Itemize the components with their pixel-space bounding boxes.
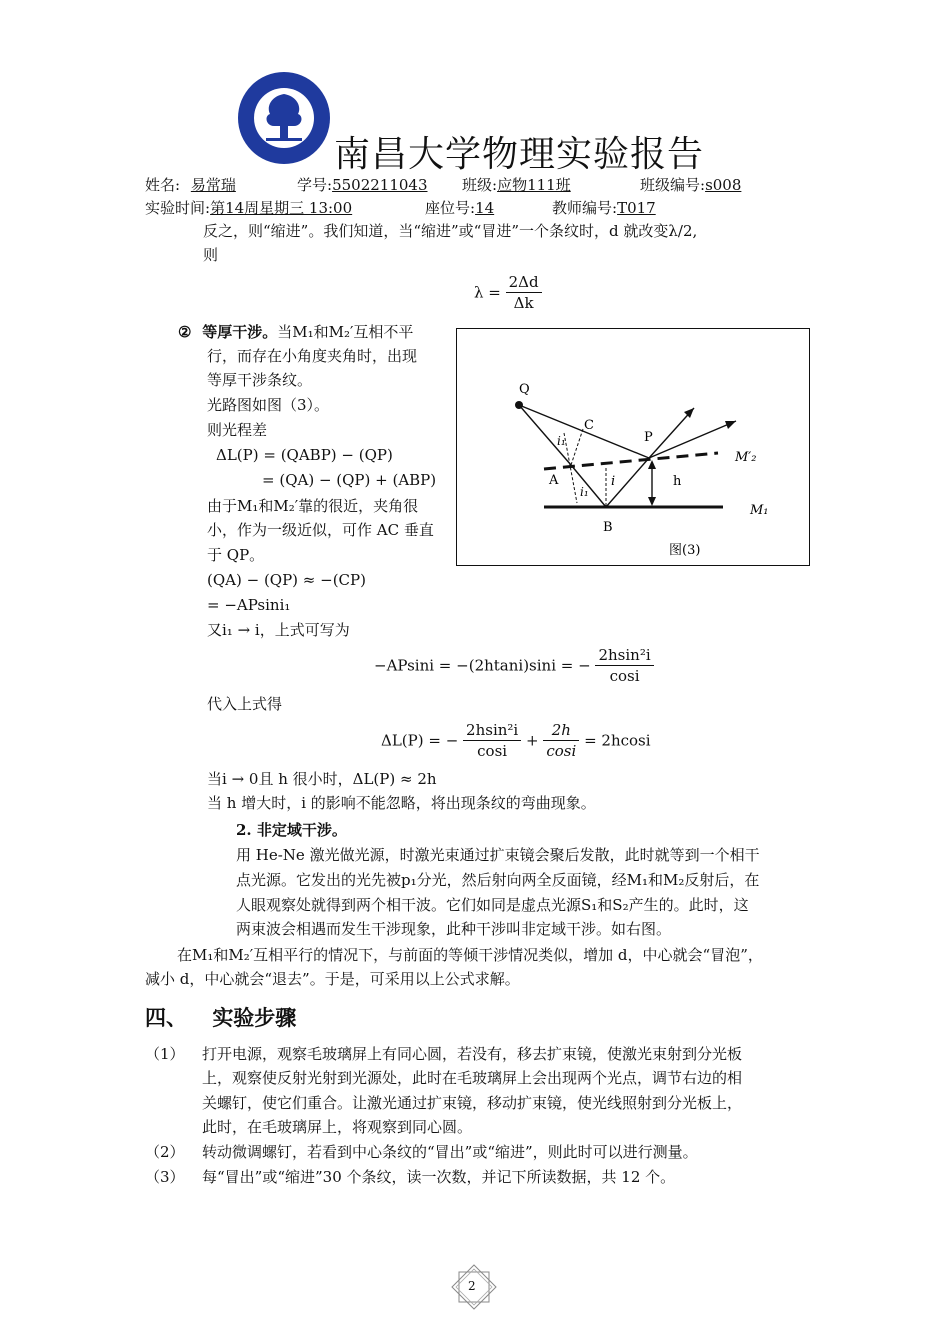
eq1-numerator: 2Δd bbox=[506, 272, 542, 293]
section-4-heading bbox=[145, 1002, 296, 1032]
report-title: 南昌大学物理实验报告 bbox=[334, 134, 705, 175]
step-1-line-1: 打开电源，观察毛玻璃屏上有同心圆，若没有，移去扩束镜，使激光束射到分光板 bbox=[202, 1045, 743, 1063]
time-field bbox=[145, 196, 352, 220]
section-2-eq-2: = (QA) − (QP) + (ABP) bbox=[262, 471, 437, 489]
eq3-denominator-1: cosi bbox=[477, 742, 508, 760]
section-2-line-2: 行，而存在小角度夹角时，出现 bbox=[207, 347, 418, 365]
step-1-line-3: 关螺钉，使它们重合。让激光通过扩束镜，移动扩束镜，使光线照射到分光板上， bbox=[202, 1094, 743, 1112]
section-2-line-11: 当i → 0且 h 很小时，ΔL(P) ≈ 2h bbox=[207, 770, 437, 788]
section-3-line-4: 两束波会相遇而发生干涉现象，此种干涉叫非定域干涉。如右图。 bbox=[236, 920, 672, 938]
equation-lambda bbox=[474, 272, 542, 313]
paragraph-2-line-1: 在M₁和M₂′互相平行的情况下，与前面的等倾干涉情况类似，增加 d，中心就会“冒泡”， bbox=[177, 946, 763, 964]
eq3-plus: + bbox=[526, 731, 539, 750]
section-2-line-9: 又i₁ → i，上式可写为 bbox=[207, 621, 350, 639]
eq3-numerator-2: 2h bbox=[543, 720, 579, 741]
paragraph-1b: 则 bbox=[203, 246, 219, 264]
figure-3 bbox=[456, 328, 810, 566]
eq3-numerator-1: 2hsin²i bbox=[463, 720, 521, 741]
class-value: 应物111班 bbox=[497, 176, 571, 194]
class-no-field bbox=[640, 173, 741, 197]
eq3-fraction-1 bbox=[463, 720, 521, 761]
seat-label: 座位号: bbox=[425, 199, 476, 217]
section-2-line-1: 当M₁和M₂′互相不平 bbox=[277, 323, 414, 341]
section-2-line-4: 光路图如图（3）。 bbox=[207, 396, 330, 414]
section-2-eq-3: (QA) − (QP) ≈ −(CP) bbox=[207, 571, 366, 589]
fig-label-a: A bbox=[549, 473, 559, 488]
section-2-line-12: 当 h 增大时，i 的影响不能忽略，将出现条纹的弯曲现象。 bbox=[207, 794, 596, 812]
name-value: 易常瑞 bbox=[190, 176, 236, 194]
eq3-rhs: = 2hcosi bbox=[584, 731, 651, 750]
time-label: 实验时间: bbox=[145, 199, 211, 217]
teacher-label: 教师编号: bbox=[552, 199, 618, 217]
paragraph-2-line-2: 减小 d，中心就会“退去”。于是，可采用以上公式求解。 bbox=[145, 970, 520, 988]
time-value: 第14周星期三 13:00 bbox=[210, 199, 353, 217]
fig-label-m1: M₁ bbox=[750, 503, 769, 518]
id-field bbox=[297, 173, 428, 197]
section-4-number: 四、 bbox=[145, 1006, 187, 1030]
fig-label-i1-bottom: i₁ bbox=[580, 485, 589, 499]
section-3-line-2: 点光源。它发出的光先被p₁分光，然后射向两全反面镜，经M₁和M₂反射后，在 bbox=[236, 871, 760, 889]
equation-2 bbox=[374, 645, 654, 686]
eq3-denominator-2: cosi bbox=[546, 742, 577, 760]
equation-3 bbox=[381, 720, 651, 761]
step-3-line-1: 每“冒出”或“缩进”30 个条纹，读一次数，并记下所读数据，共 12 个。 bbox=[202, 1168, 676, 1186]
fig-label-i1-top: i₁ bbox=[557, 434, 566, 448]
id-label: 学号: bbox=[297, 176, 333, 194]
section-4-title: 实验步骤 bbox=[212, 1006, 297, 1030]
eq1-fraction bbox=[506, 272, 542, 313]
info-row-1 bbox=[145, 173, 236, 197]
fig-caption: 图(3) bbox=[669, 543, 701, 558]
fig-label-h: h bbox=[673, 474, 682, 489]
teacher-field bbox=[552, 196, 656, 220]
section-2-eq-4: = −APsini₁ bbox=[207, 596, 291, 614]
section-2-heading bbox=[178, 320, 413, 344]
teacher-value: T017 bbox=[617, 199, 656, 217]
eq3-fraction-2 bbox=[543, 720, 579, 761]
section-3-line-1: 用 He-Ne 激光做光源，时激光束通过扩束镜会聚后发散，此时就等到一个相干 bbox=[236, 846, 760, 864]
eq2-denominator: cosi bbox=[609, 667, 640, 685]
name-label: 姓名: bbox=[145, 176, 181, 194]
section-2-title: 等厚干涉。 bbox=[202, 323, 278, 341]
paragraph-1: 反之，则“缩进”。我们知道，当“缩进”或“冒进”一个条纹时，d 就改变λ/2, bbox=[203, 222, 698, 240]
section-2-eq-1: ΔL(P) = (QABP) − (QP) bbox=[216, 446, 393, 464]
fig-label-c: C bbox=[584, 418, 594, 433]
step-3-number: （3） bbox=[145, 1168, 185, 1186]
fig-label-q: Q bbox=[519, 382, 530, 397]
fig-label-p: P bbox=[644, 430, 653, 445]
section-2-line-5: 则光程差 bbox=[207, 421, 268, 439]
fig-label-i: i bbox=[611, 474, 616, 489]
eq1-denominator: Δk bbox=[513, 294, 534, 312]
section-3-title: 2. 非定域干涉。 bbox=[236, 821, 347, 839]
step-1-line-2: 上，观察使反射光射到光源处，此时在毛玻璃屏上会出现两个光点，调节右边的相 bbox=[202, 1069, 743, 1087]
class-no-label: 班级编号: bbox=[640, 176, 706, 194]
section-2-line-8: 于 QP。 bbox=[207, 546, 265, 564]
fig-label-b: B bbox=[603, 520, 613, 535]
section-2-line-7: 小，作为一级近似，可作 AC 垂直 bbox=[207, 521, 434, 539]
step-2-line-1: 转动微调螺钉，若看到中心条纹的“冒出”或“缩进”，则此时可以进行测量。 bbox=[202, 1143, 698, 1161]
step-2-number: （2） bbox=[145, 1143, 185, 1161]
class-field bbox=[462, 173, 571, 197]
section-2-line-3: 等厚干涉条纹。 bbox=[207, 371, 313, 389]
university-logo bbox=[236, 70, 332, 166]
section-2-number: ② bbox=[178, 323, 192, 341]
fig-label-m2: M′₂ bbox=[735, 450, 757, 465]
section-3-line-3: 人眼观察处就得到两个相干波。它们如同是虚点光源S₁和S₂产生的。此时，这 bbox=[236, 896, 749, 914]
eq1-lhs: λ = bbox=[474, 283, 501, 302]
id-value: 5502211043 bbox=[332, 176, 428, 194]
step-1-number: （1） bbox=[145, 1045, 185, 1063]
seat-field bbox=[425, 196, 504, 220]
eq2-lhs: −APsini = −(2htani)sini = − bbox=[374, 656, 591, 675]
eq2-numerator: 2hsin²i bbox=[595, 645, 653, 666]
seat-value: 14 bbox=[475, 199, 495, 217]
step-1-line-4: 此时，在毛玻璃屏上，将观察到同心圆。 bbox=[202, 1118, 473, 1136]
section-2-line-10: 代入上式得 bbox=[207, 695, 283, 713]
eq2-fraction bbox=[595, 645, 653, 686]
eq3-lhs: ΔL(P) = − bbox=[381, 731, 459, 750]
page-number: 2 bbox=[468, 1279, 476, 1293]
section-2-line-6: 由于M₁和M₂′靠的很近，夹角很 bbox=[207, 497, 419, 515]
class-label: 班级: bbox=[462, 176, 498, 194]
class-no-value: s008 bbox=[705, 176, 742, 194]
